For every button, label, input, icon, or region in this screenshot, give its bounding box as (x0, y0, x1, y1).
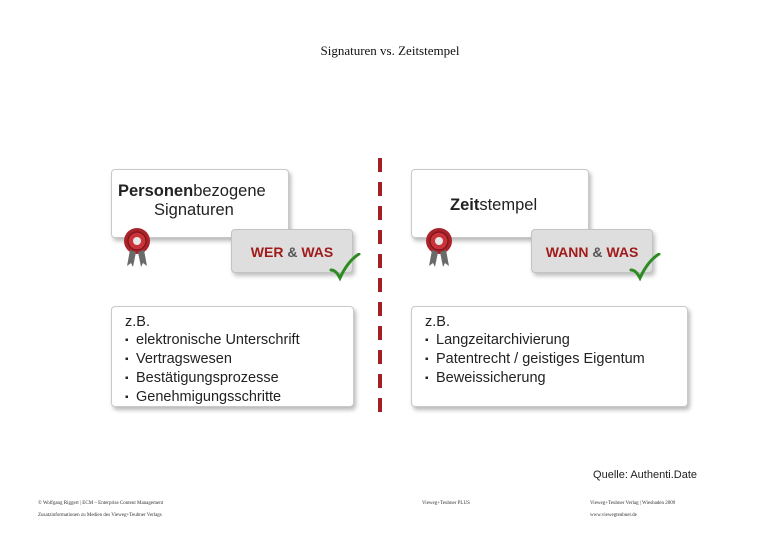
list-item (425, 369, 677, 388)
tag-word-1: WANN (545, 244, 589, 260)
bullet-icon: ▪ (425, 354, 429, 365)
tag-word-2: WAS (606, 244, 639, 260)
page-title: Signaturen vs. Zeitstempel (320, 43, 460, 58)
footer-left-line1: © Wolfgang Riggert | ECM – Enterprise Content Management (38, 501, 164, 506)
bullet-icon: ▪ (125, 354, 129, 365)
list-item-text: Patentrecht / geistiges Eigentum (436, 351, 645, 367)
footer-right-line1: Vieweg+Teubner Verlag | Wiesbaden 2009 (590, 501, 676, 506)
tag-word-1: WER (250, 244, 284, 260)
heading-rest-part: bezogene (193, 182, 266, 200)
tag-amp: & (287, 244, 298, 260)
list-item (125, 369, 343, 388)
bullet-icon: ▪ (125, 373, 129, 384)
seal-icon (420, 222, 458, 270)
footer-left (38, 498, 163, 522)
heading-line2: Signaturen (154, 201, 234, 219)
timestamp-examples-items (425, 331, 677, 388)
timestamp-examples-list (411, 306, 688, 407)
list-item-text: Vertragswesen (136, 351, 232, 367)
checkmark-icon (329, 253, 361, 283)
dashed-divider (378, 158, 382, 414)
signature-examples-list (111, 306, 354, 407)
list-item (125, 388, 343, 407)
list-item (425, 331, 677, 350)
signature-examples-items (125, 331, 343, 407)
bullet-icon: ▪ (125, 335, 129, 346)
list-item-text: Langzeitarchivierung (436, 332, 570, 348)
heading-rest-part: stempel (479, 196, 538, 214)
heading-bold-part: Personen (118, 182, 194, 200)
list-item (425, 350, 677, 369)
seal-icon (118, 222, 156, 270)
list-item-text: elektronische Unterschrift (136, 332, 300, 348)
list-item (125, 331, 343, 350)
source-credit: Quelle: Authenti.Date (593, 469, 697, 481)
timestamp-heading (450, 196, 537, 215)
checkmark-icon (629, 253, 661, 283)
list-item (125, 350, 343, 369)
list-lead: z.B. (125, 314, 150, 330)
list-item-text: Bestätigungsprozesse (136, 370, 279, 386)
list-item-text: Beweissicherung (436, 370, 546, 386)
bullet-icon: ▪ (425, 335, 429, 346)
personal-signatures-heading (118, 182, 266, 220)
list-lead: z.B. (425, 314, 450, 330)
footer-middle: Vieweg+Teubner PLUS (422, 501, 470, 506)
list-item-text: Genehmigungsschritte (136, 389, 282, 405)
footer-right-line2: www.viewegteubner.de (590, 513, 637, 518)
footer-right (590, 498, 675, 522)
bullet-icon: ▪ (425, 373, 429, 384)
bullet-icon: ▪ (125, 392, 129, 403)
footer-left-line2: Zusatzinformationen zu Medien des Vieweg+Teubner Verlags (38, 513, 162, 518)
tag-word-2: WAS (301, 244, 334, 260)
tag-amp: & (592, 244, 603, 260)
heading-bold-part: Zeit (450, 196, 480, 214)
